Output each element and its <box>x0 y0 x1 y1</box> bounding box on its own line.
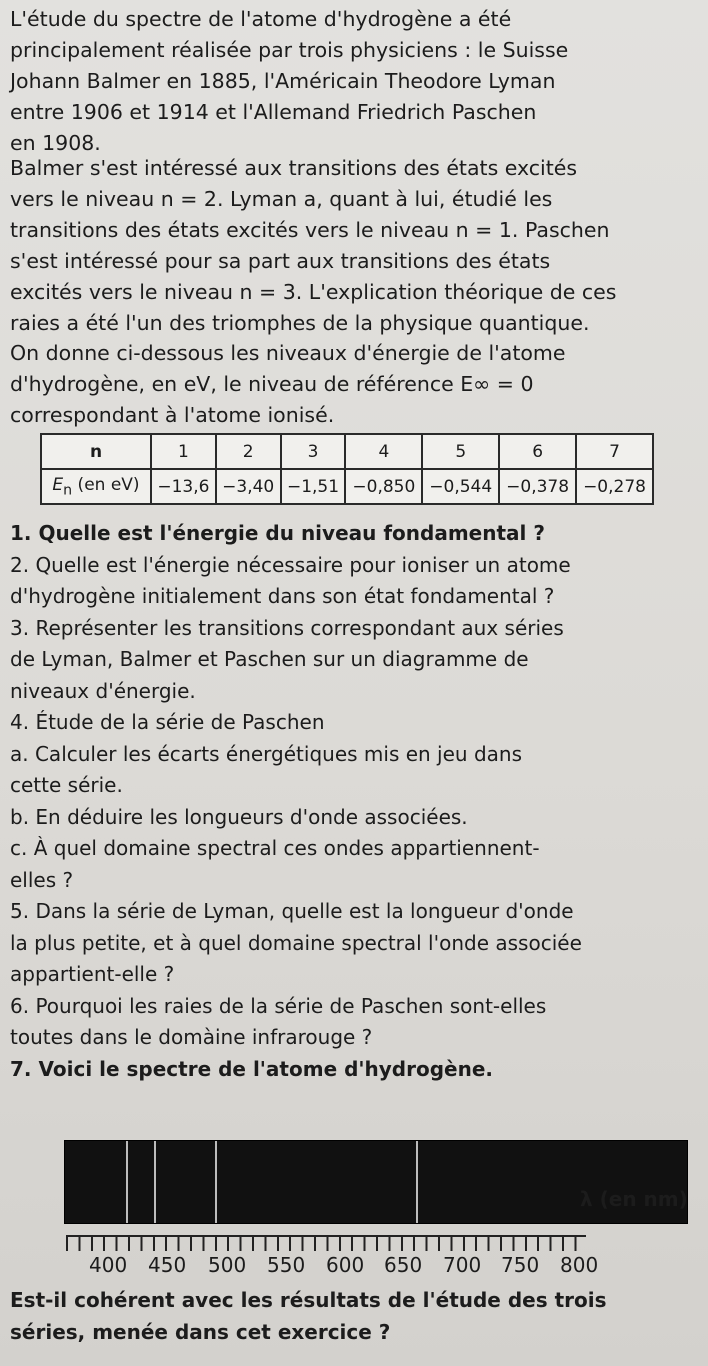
spectral-line <box>126 1141 128 1223</box>
table-header-energy <box>41 469 151 504</box>
question-4c: c. À quel domaine spectral ces ondes appartiennent- <box>10 836 540 860</box>
paragraph-line: transitions des états excités vers le niveau n = 1. Paschen <box>10 218 610 242</box>
question-5: appartient-elle ? <box>10 962 175 986</box>
table-cell: −0,278 <box>576 469 653 504</box>
table-cell: 1 <box>151 434 216 469</box>
wavelength-unit-label: λ (en nm) <box>580 1187 688 1211</box>
question-4a: cette série. <box>10 773 123 797</box>
table-cell: −0,544 <box>422 469 499 504</box>
question-5: la plus petite, et à quel domaine spectral l'onde associée <box>10 930 582 955</box>
table-row-n <box>41 434 653 469</box>
paragraph-line: d'hydrogène, en eV, le niveau de référence E∞ = 0 <box>10 372 534 396</box>
question-2: 2. Quelle est l'énergie nécessaire pour ioniser un atome <box>10 552 571 577</box>
final-question-line: Est-il cohérent avec les résultats de l'étude des trois <box>10 1288 607 1312</box>
question-6: 6. Pourquoi les raies de la série de Paschen sont-elles <box>10 993 547 1018</box>
tick-label: 550 <box>267 1253 306 1277</box>
question-4a: a. Calculer les écarts énergétiques mis en jeu dans <box>10 741 523 766</box>
table-cell: −1,51 <box>281 469 346 504</box>
table-cell: 2 <box>216 434 281 469</box>
table-cell: 5 <box>422 434 499 469</box>
intro-line: en 1908. <box>10 131 101 155</box>
energy-unit: (en eV) <box>72 474 140 495</box>
spectral-line <box>416 1141 418 1223</box>
table-cell: −0,378 <box>499 469 576 504</box>
table-cell: −3,40 <box>216 469 281 504</box>
final-question <box>10 1285 696 1348</box>
table-cell: −13,6 <box>151 469 216 504</box>
question-3: de Lyman, Balmer et Paschen sur un diagramme de <box>10 647 529 671</box>
paragraph-line: s'est intéressé pour sa part aux transitions des états <box>10 249 551 273</box>
paragraph-line: raies a été l'un des triomphes de la physique quantique. <box>10 311 590 335</box>
data-intro-paragraph <box>10 338 696 431</box>
spectral-line <box>215 1141 217 1223</box>
question-5: 5. Dans la série de Lyman, quelle est la longueur d'onde <box>10 899 574 923</box>
table-cell: 7 <box>576 434 653 469</box>
question-3: niveaux d'énergie. <box>10 678 196 703</box>
wavelength-axis <box>66 1235 586 1251</box>
intro-line: L'étude du spectre de l'atome d'hydrogène a été <box>10 7 512 31</box>
table-cell: −0,850 <box>345 469 422 504</box>
intro-paragraph <box>10 4 696 159</box>
paragraph-line: vers le niveau n = 2. Lyman a, quant à lui, étudié les <box>10 187 553 211</box>
table-cell: 4 <box>345 434 422 469</box>
question-7: 7. Voici le spectre de l'atome d'hydrogène. <box>10 1056 494 1081</box>
paragraph-line: correspondant à l'atome ionisé. <box>10 403 335 427</box>
intro-line: Johann Balmer en 1885, l'Américain Theodore Lyman <box>10 69 556 93</box>
hydrogen-spectrum-strip <box>64 1140 688 1224</box>
energy-symbol: E <box>52 474 64 495</box>
question-2: d'hydrogène initialement dans son état fondamental ? <box>10 584 555 608</box>
tick-label: 450 <box>148 1253 187 1277</box>
table-header-n: n <box>41 434 151 469</box>
question-6: toutes dans le domàine infrarouge ? <box>10 1025 373 1049</box>
tick-label: 800 <box>560 1253 599 1277</box>
tick-label: 700 <box>443 1253 482 1277</box>
question-4c: elles ? <box>10 867 74 892</box>
question-4b: b. En déduire les longueurs d'onde associées. <box>10 804 468 829</box>
question-4: 4. Étude de la série de Paschen <box>10 710 325 734</box>
paragraph-line: excités vers le niveau n = 3. L'explication théorique de ces <box>10 280 617 304</box>
final-question-line: séries, menée dans cet exercice ? <box>10 1319 391 1344</box>
paragraph-line: On donne ci-dessous les niveaux d'énergie de l'atome <box>10 341 566 365</box>
table-cell: 6 <box>499 434 576 469</box>
table-cell: 3 <box>281 434 346 469</box>
tick-label: 750 <box>501 1253 540 1277</box>
tick-label: 600 <box>326 1253 365 1277</box>
question-1: 1. Quelle est l'énergie du niveau fondamental ? <box>10 521 545 545</box>
energy-levels-table <box>40 433 654 505</box>
table-row-energy <box>41 469 653 504</box>
energy-subscript: n <box>63 482 73 499</box>
spectral-line <box>154 1141 156 1223</box>
questions <box>10 518 696 1085</box>
question-3: 3. Représenter les transitions correspondant aux séries <box>10 615 564 640</box>
tick-label: 400 <box>89 1253 128 1277</box>
paragraph-line: Balmer s'est intéressé aux transitions des états excités <box>10 156 578 180</box>
levels-paragraph <box>10 153 696 339</box>
tick-label: 650 <box>384 1253 423 1277</box>
intro-line: entre 1906 et 1914 et l'Allemand Friedrich Paschen <box>10 100 537 124</box>
intro-line: principalement réalisée par trois physiciens : le Suisse <box>10 38 569 62</box>
tick-label: 500 <box>208 1253 247 1277</box>
